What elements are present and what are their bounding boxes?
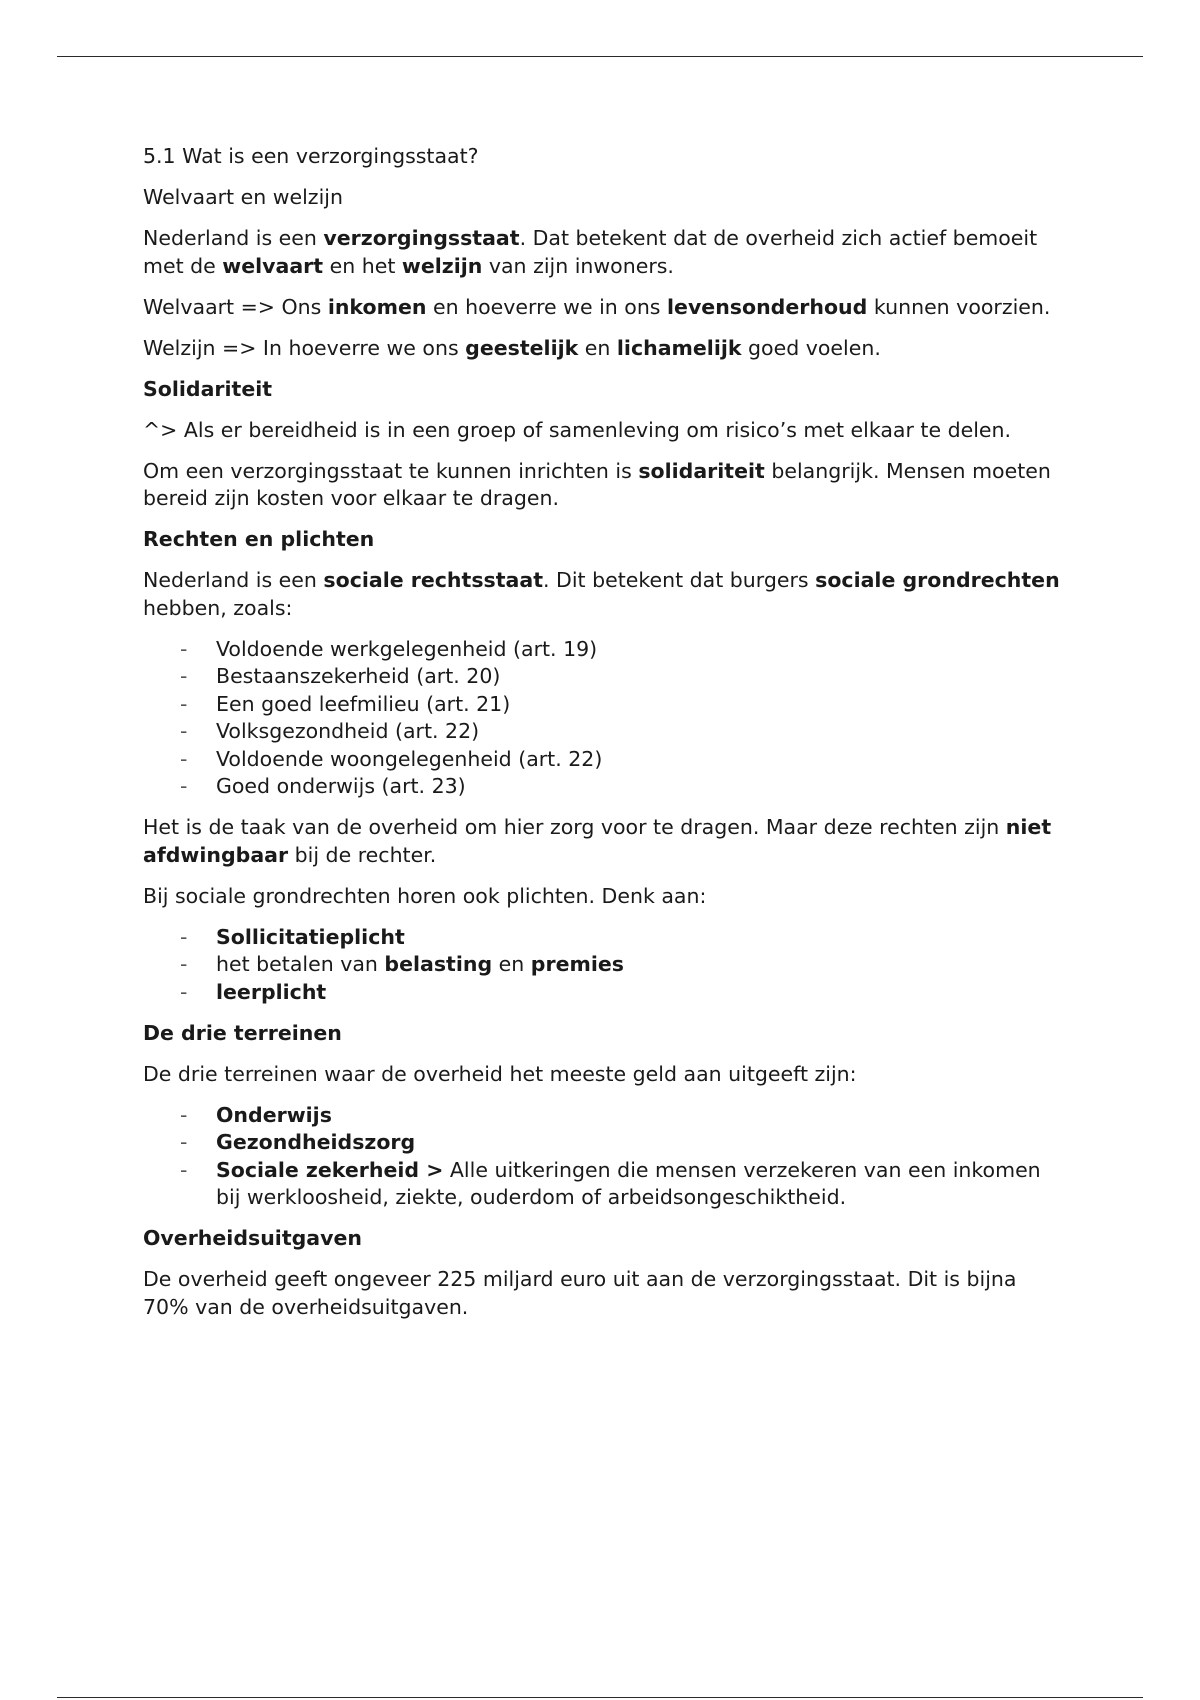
heading-solidariteit: Solidariteit: [143, 376, 273, 401]
list-item: - Voldoende woongelegenheid (art. 22): [143, 746, 1063, 774]
paragraph-verzorgingsstaat: Nederland is een verzorgingsstaat. Dat betekent dat de overheid zich actief bemoeit met de welvaart en het welzijn van zijn inwoners.: [143, 226, 1038, 278]
paragraph-welvaart: Welvaart => Ons inkomen en hoeverre we in ons levensonderhoud kunnen voorzien.: [143, 294, 1051, 319]
plichten-list: [143, 924, 1063, 1007]
paragraph-taak-overheid: Het is de taak van de overheid om hier zorg voor te dragen. Maar deze rechten zijn niet afdwingbaar bij de rechter.: [143, 815, 1052, 867]
page-top-rule: [57, 56, 1143, 57]
section-title: 5.1 Wat is een verzorgingsstaat?: [143, 144, 479, 168]
list-item: - Gezondheidszorg: [143, 1129, 1063, 1157]
document-body: [143, 143, 1063, 1335]
list-item: - het betalen van belasting en premies: [143, 951, 1063, 979]
paragraph-terreinen-intro: De drie terreinen waar de overheid het meeste geld aan uitgeeft zijn:: [143, 1061, 857, 1086]
list-item: - Een goed leefmilieu (art. 21): [143, 691, 1063, 719]
list-item: - Goed onderwijs (art. 23): [143, 773, 1063, 801]
paragraph-rechtsstaat: Nederland is een sociale rechtsstaat. Dit betekent dat burgers sociale grondrechten hebben, zoals:: [143, 568, 1060, 620]
list-item: - Volksgezondheid (art. 22): [143, 718, 1063, 746]
paragraph-overheidsuitgaven: De overheid geeft ongeveer 225 miljard euro uit aan de verzorgingsstaat. Dit is bijna 70% van de overheidsuitgaven.: [143, 1267, 1017, 1319]
list-item: - Voldoende werkgelegenheid (art. 19): [143, 636, 1063, 664]
terreinen-list: [143, 1102, 1063, 1212]
heading-overheidsuitgaven: Overheidsuitgaven: [143, 1226, 362, 1250]
subtitle: Welvaart en welzijn: [143, 185, 343, 209]
heading-rechten-en-plichten: Rechten en plichten: [143, 527, 375, 551]
paragraph-welzijn: Welzijn => In hoeverre we ons geestelijk en lichamelijk goed voelen.: [143, 335, 881, 360]
page-bottom-rule: [57, 1697, 1143, 1698]
paragraph-plichten-intro: Bij sociale grondrechten horen ook plichten. Denk aan:: [143, 883, 707, 908]
list-item: - Sollicitatieplicht: [143, 924, 1063, 952]
paragraph-solidariteit: Om een verzorgingsstaat te kunnen inrichten is solidariteit belangrijk. Mensen moeten bereid zijn kosten voor elkaar te dragen.: [143, 458, 1051, 510]
grondrechten-list: [143, 636, 1063, 801]
list-item: - Bestaanszekerheid (art. 20): [143, 663, 1063, 691]
list-item: - leerplicht: [143, 979, 1063, 1007]
list-item: - Sociale zekerheid > Alle uitkeringen die mensen verzekeren van een inkomen bij werkloosheid, ziekte, ouderdom of arbeidsongeschiktheid.: [143, 1157, 1063, 1212]
list-item: - Onderwijs: [143, 1102, 1063, 1130]
paragraph-solidariteit-definition: ^> Als er bereidheid is in een groep of samenleving om risico’s met elkaar te delen.: [143, 417, 1012, 442]
heading-drie-terreinen: De drie terreinen: [143, 1020, 342, 1045]
